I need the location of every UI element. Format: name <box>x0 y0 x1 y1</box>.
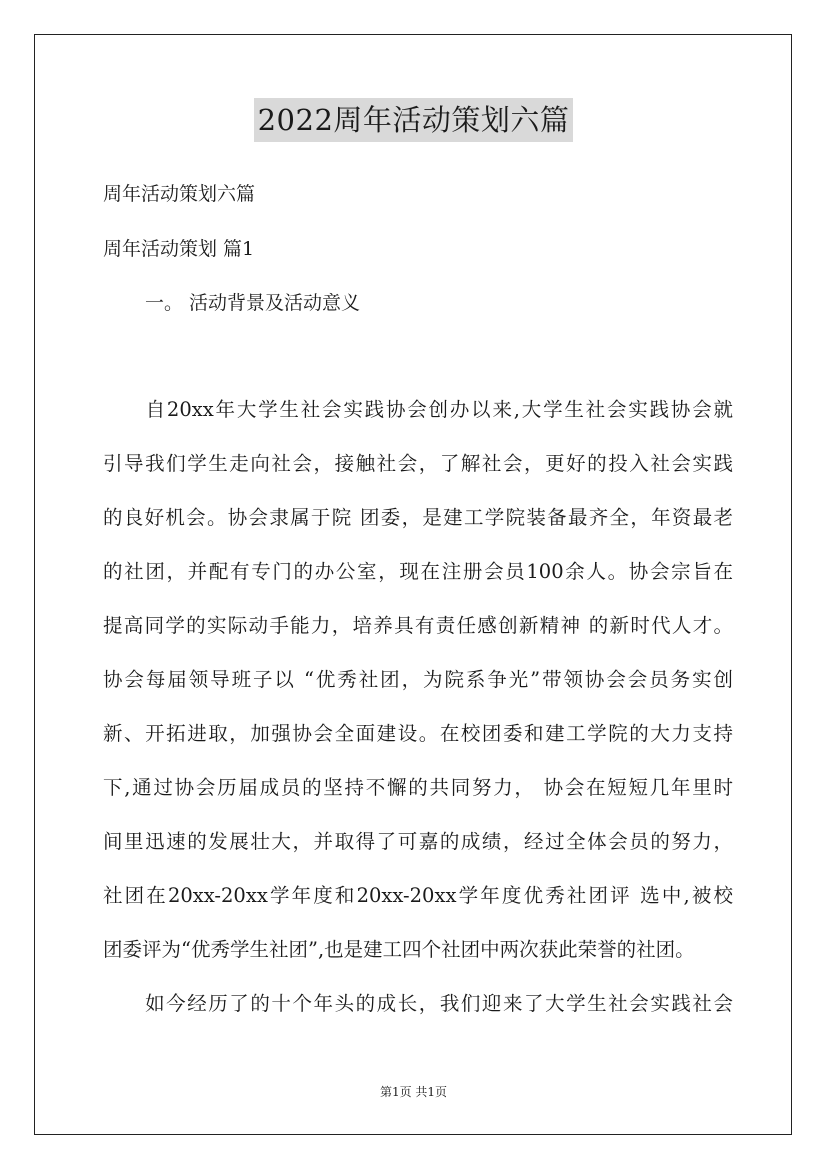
paragraph-line: 协会每届领导班子以 “优秀社团，为院系争光”带领协会会员务实创 <box>103 668 733 691</box>
paragraph-line: 提高同学的实际动手能力，培养具有责任感创新精神 的新时代人才。 <box>103 614 733 637</box>
subsection-heading: 一。 活动背景及活动意义 <box>145 292 361 314</box>
document-title: 2022周年活动策划六篇 <box>254 98 574 142</box>
paragraph-line: 社团在20xx-20xx学年度和20xx-20xx学年度优秀社团评 选中,被校 <box>103 884 733 907</box>
paragraph-line: 的社团，并配有专门的办公室，现在注册会员100余人。协会宗旨在 <box>103 560 733 583</box>
paragraph-line: 自20xx年大学生社会实践协会创办以来,大学生社会实践协会就 <box>103 398 733 421</box>
paragraph-line: 如今经历了的十个年头的成长，我们迎来了大学生社会实践社会 <box>103 992 733 1015</box>
paragraph-line: 团委评为“优秀学生社团”,也是建工四个社团中两次获此荣誉的社团。 <box>103 938 695 961</box>
document-subtitle: 周年活动策划六篇 <box>103 183 256 205</box>
paragraph-line: 下,通过协会历届成员的坚持不懈的共同努力， 协会在短短几年里时 <box>103 776 733 799</box>
paragraph-line: 引导我们学生走向社会，接触社会，了解社会，更好的投入社会实践 <box>103 452 733 475</box>
document-title-block <box>0 98 827 142</box>
section-heading: 周年活动策划 篇1 <box>103 238 255 260</box>
paragraph-line: 的良好机会。协会隶属于院 团委，是建工学院装备最齐全，年资最老 <box>103 506 733 529</box>
page-footer <box>0 1084 827 1100</box>
page-number: 第1页 共1页 <box>379 1085 448 1099</box>
paragraph-line: 间里迅速的发展壮大，并取得了可嘉的成绩，经过全体会员的努力， <box>103 830 733 853</box>
paragraph-line: 新、开拓进取，加强协会全面建设。在校团委和建工学院的大力支持 <box>103 722 733 745</box>
